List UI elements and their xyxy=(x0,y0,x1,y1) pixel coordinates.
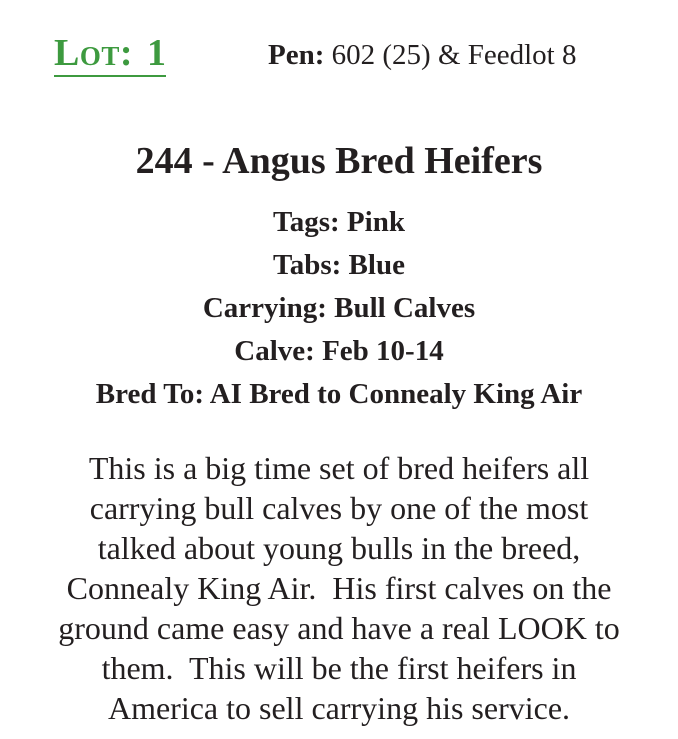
detail-carrying xyxy=(0,289,678,332)
description-line: Connealy King Air. His first calves on the xyxy=(66,570,612,606)
lot-description xyxy=(0,448,678,728)
pen-value: 602 (25) & Feedlot 8 xyxy=(331,39,577,71)
description-line: This is a big time set of bred heifers all xyxy=(88,450,590,486)
detail-label: Tags: xyxy=(273,206,340,238)
detail-bred-to xyxy=(0,375,678,418)
description-line: carrying bull calves by one of the most xyxy=(89,490,589,526)
lot-label: Lot: xyxy=(54,32,134,74)
description-line: ground came easy and have a real LOOK to xyxy=(58,610,620,646)
lot-heading xyxy=(54,34,166,72)
detail-label: Carrying: xyxy=(202,292,327,324)
lot-title: 244 - Angus Bred Heifers xyxy=(135,140,543,182)
pen-label: Pen: xyxy=(268,39,325,71)
pen-info xyxy=(268,41,576,70)
lot-number: 1 xyxy=(147,32,167,74)
detail-value: AI Bred to Connealy King Air xyxy=(209,378,583,410)
detail-calve xyxy=(0,332,678,375)
description-line: them. This will be the first heifers in xyxy=(101,650,577,686)
detail-value: Pink xyxy=(346,206,405,238)
detail-value: Bull Calves xyxy=(334,292,476,324)
detail-value: Blue xyxy=(348,249,405,281)
description-line: America to sell carrying his service. xyxy=(107,690,571,726)
detail-tabs xyxy=(0,246,678,289)
detail-label: Calve: xyxy=(234,335,315,367)
detail-value: Feb 10-14 xyxy=(322,335,444,367)
detail-tags xyxy=(0,203,678,246)
detail-label: Tabs: xyxy=(273,249,342,281)
lot-details xyxy=(0,203,678,418)
detail-label: Bred To: xyxy=(95,378,205,410)
description-line: talked about young bulls in the breed, xyxy=(97,530,581,566)
lot-underline xyxy=(54,75,166,77)
